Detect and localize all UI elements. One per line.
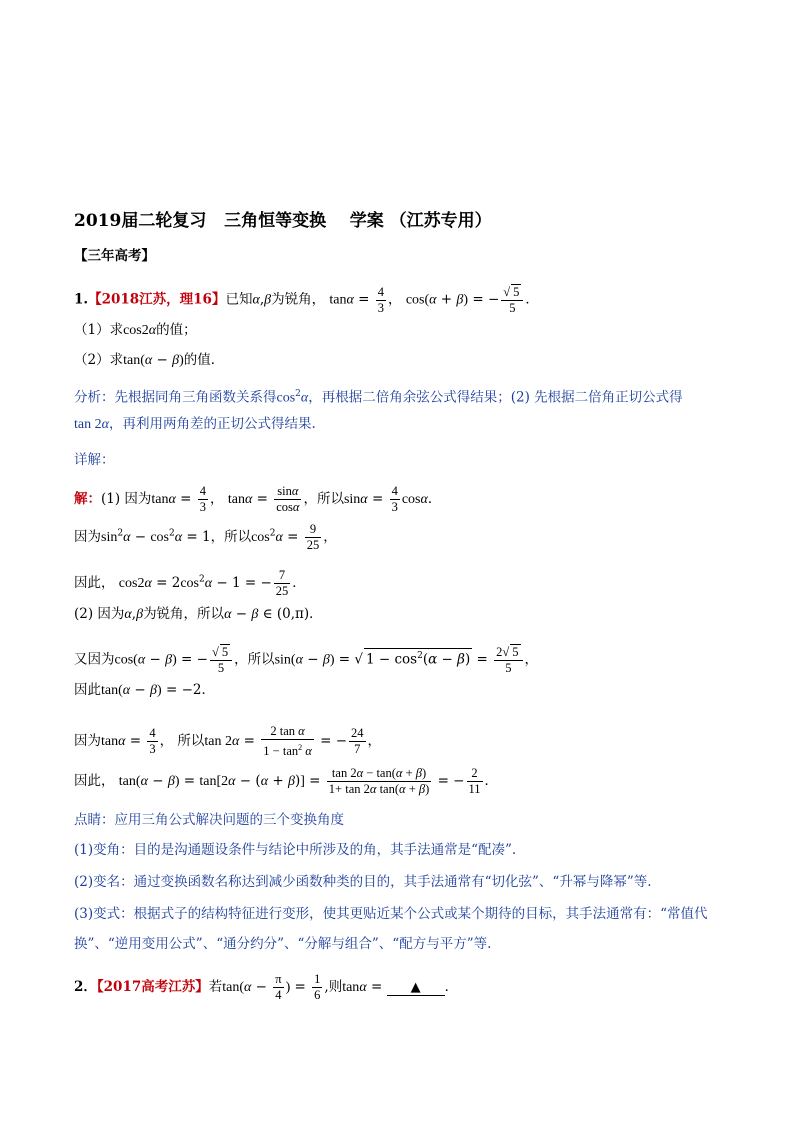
problem-2-stem: 2．【2017高考江苏】若tan(α − $\frac{\pi}{4}$ ) = $\frac{1}{6}$ ,则tanα = ▲ ． xyxy=(74,972,459,1002)
problem-2-source: 【2017高考江苏】 xyxy=(96,979,209,995)
tip-title: 点睛：应用三角公式解决问题的三个变换角度 xyxy=(74,812,344,828)
detail-label: 详解： xyxy=(74,452,115,468)
problem-1-question-1: （1）求cos2α的值； xyxy=(74,322,197,338)
section-heading: 【三年高考】 xyxy=(74,248,155,264)
solution-line-2: 因为$\sin^2\alpha - \cos^2\alpha = 1$，所以$\cos^2\alpha$ = $\frac{9}{25}$ ， xyxy=(74,522,337,552)
problem-1-question-2: （2）求tan(α − β)的值． xyxy=(74,352,225,368)
problem-1-number: 1. xyxy=(74,291,89,308)
analysis-line-1: 分析：先根据同角三角函数关系得$\cos^2\alpha$，再根据二倍角余弦公式得结果；(2) 先根据二倍角正切公式得 xyxy=(74,389,683,406)
solution-line-3: 因此， $\cos 2\alpha = 2\cos^2\alpha - 1$ = − $\frac{7}{25}$ ． xyxy=(74,568,306,598)
tip-3b: 换”、“逆用变用公式”、“通分约分”、“分解与组合”、“配方与平方”等. xyxy=(74,936,492,952)
tip-2: (2)变名：通过变换函数名称达到减少函数种类的目的，其手法通常有“切化弦”、“升幂与降幂”等. xyxy=(74,874,652,890)
solution-line-8: 因此， tan(α − β) = tan[2α − (α + β)] = $\frac{\tan 2\alpha - \tan(\alpha + \beta)}{\text{1+ tan 2α tan(α + β)}}$ = − $\frac{2}{11}$ ． xyxy=(74,766,499,796)
problem-2-number: 2． xyxy=(74,979,97,995)
solution-line-7: 因为tanα = $\frac{4}{3}$ ， 所以tan 2α = $\frac{\text{2 tan α}}{1 - \tan^2 \alpha}$ = − $\frac{24}{7}$ ， xyxy=(74,724,382,759)
tip-1: (1)变角：目的是沟通题设条件与结论中所涉及的角，其手法通常是“配凑”. xyxy=(74,842,517,858)
solution-line-1: 解：(1) 因为tanα = $\frac{4}{3}$ ， tanα = $\frac{\sin\alpha}{\cos\alpha}$ ，所以sinα = $\frac{4}{3}$ cosα． xyxy=(74,484,442,514)
answer-blank[interactable] xyxy=(387,981,445,996)
blank-triangle-icon: ▲ xyxy=(410,980,421,995)
solution-line-4: (2) 因为α,β为锐角，所以α − β ∈ (0,π)． xyxy=(74,606,323,622)
problem-1-stem: 1.【2018江苏，理16】已知α,β为锐角， tanα = $\frac{4}{3}$ ， cos(α + β) = − $\frac{√ 5}{5}$ ． xyxy=(74,284,539,315)
document-title: 2019届二轮复习 三角恒等变换 学案 （江苏专用） xyxy=(74,211,492,231)
solution-line-6: 因此tan(α − β) = −2． xyxy=(74,682,215,698)
analysis-line-2: tan 2α，再利用两角差的正切公式得结果. xyxy=(74,416,316,432)
problem-1-source: 【2018江苏，理16】 xyxy=(88,291,226,308)
tip-3a: (3)变式：根据式子的结构特征进行变形，使其更贴近某个公式或某个期待的目标，其手法通常有：“常值代 xyxy=(74,906,708,922)
solution-line-5: 又因为cos(α − β) = − $\frac{√ 5}{5}$ ，所以sin(α − β) = √ $1 - \cos^2(\alpha - \beta)$ = $\frac{2√ 5}{5}$ ， xyxy=(74,645,539,675)
